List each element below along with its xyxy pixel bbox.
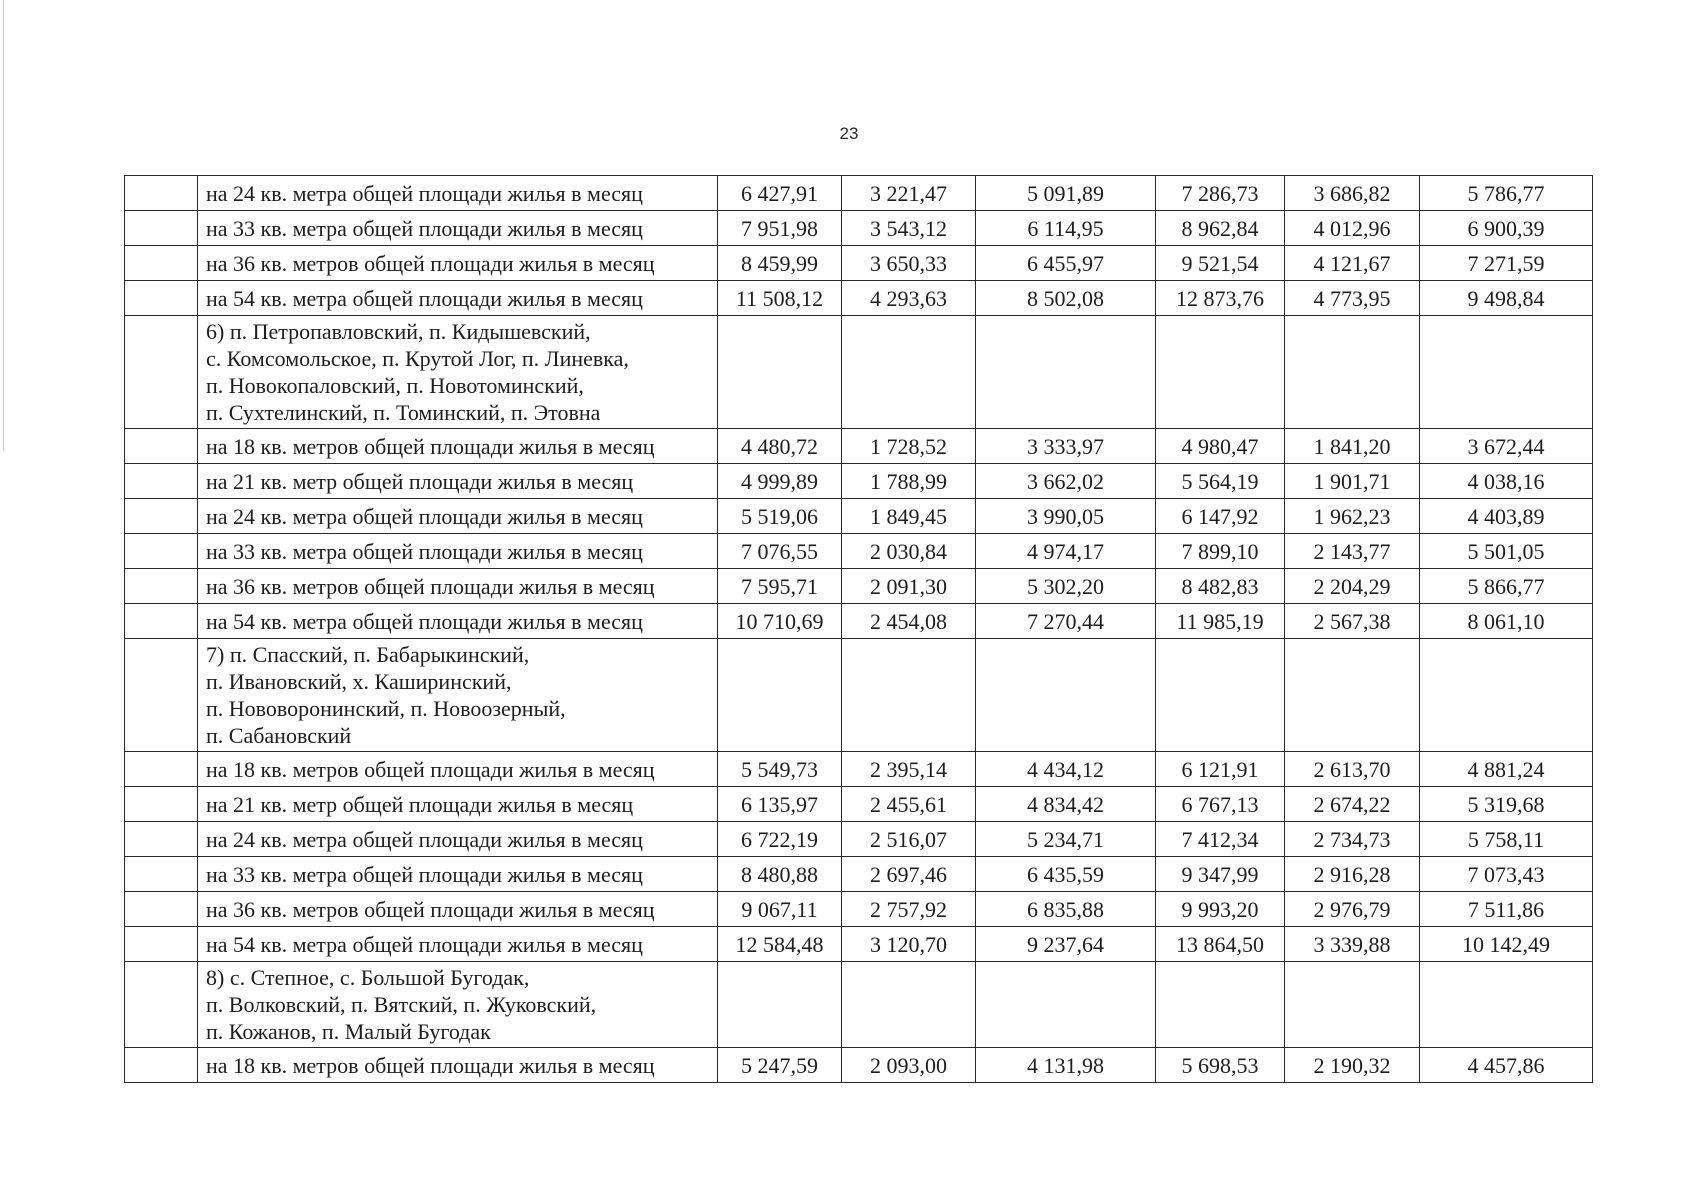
value-cell: 2 697,46 xyxy=(842,857,976,892)
group-header-row xyxy=(125,639,1593,752)
row-label: на 18 кв. метров общей площади жилья в месяц xyxy=(198,752,718,787)
value-cell: 7 595,71 xyxy=(718,569,842,604)
table-row xyxy=(125,822,1593,857)
value-cell: 9 521,54 xyxy=(1156,246,1285,281)
value-cell: 3 662,02 xyxy=(976,464,1156,499)
row-number-cell xyxy=(125,752,198,787)
value-cell: 13 864,50 xyxy=(1156,927,1285,962)
value-cell: 4 457,86 xyxy=(1420,1048,1593,1083)
value-cell: 9 237,64 xyxy=(976,927,1156,962)
row-label: на 36 кв. метров общей площади жилья в месяц xyxy=(198,892,718,927)
value-cell: 2 916,28 xyxy=(1285,857,1420,892)
value-cell xyxy=(1420,316,1593,429)
value-cell: 5 234,71 xyxy=(976,822,1156,857)
row-number-cell xyxy=(125,639,198,752)
row-number-cell xyxy=(125,569,198,604)
value-cell: 5 564,19 xyxy=(1156,464,1285,499)
group-header-row xyxy=(125,316,1593,429)
table-row xyxy=(125,604,1593,639)
row-number-cell xyxy=(125,499,198,534)
value-cell: 4 980,47 xyxy=(1156,429,1285,464)
row-label: на 54 кв. метра общей площади жилья в месяц xyxy=(198,927,718,962)
row-label: на 24 кв. метра общей площади жилья в месяц xyxy=(198,176,718,211)
value-cell xyxy=(842,962,976,1048)
row-number-cell xyxy=(125,927,198,962)
value-cell: 4 038,16 xyxy=(1420,464,1593,499)
value-cell: 5 247,59 xyxy=(718,1048,842,1083)
settlement-group-line: п. Кожанов, п. Малый Бугодак xyxy=(206,1019,491,1044)
value-cell: 2 757,92 xyxy=(842,892,976,927)
value-cell: 5 866,77 xyxy=(1420,569,1593,604)
value-cell: 4 131,98 xyxy=(976,1048,1156,1083)
table-body xyxy=(125,176,1593,1083)
value-cell: 7 073,43 xyxy=(1420,857,1593,892)
table-row xyxy=(125,787,1593,822)
row-number-cell xyxy=(125,429,198,464)
row-label: на 54 кв. метра общей площади жилья в месяц xyxy=(198,281,718,316)
value-cell xyxy=(718,962,842,1048)
value-cell: 3 339,88 xyxy=(1285,927,1420,962)
value-cell: 6 767,13 xyxy=(1156,787,1285,822)
table-row xyxy=(125,857,1593,892)
row-number-cell xyxy=(125,211,198,246)
table-row xyxy=(125,1048,1593,1083)
value-cell: 2 091,30 xyxy=(842,569,976,604)
row-label: на 18 кв. метров общей площади жилья в месяц xyxy=(198,429,718,464)
value-cell: 11 985,19 xyxy=(1156,604,1285,639)
row-label: на 33 кв. метра общей площади жилья в месяц xyxy=(198,534,718,569)
value-cell: 11 508,12 xyxy=(718,281,842,316)
table-row xyxy=(125,752,1593,787)
row-number-cell xyxy=(125,822,198,857)
value-cell: 4 121,67 xyxy=(1285,246,1420,281)
value-cell: 6 114,95 xyxy=(976,211,1156,246)
value-cell: 2 143,77 xyxy=(1285,534,1420,569)
value-cell: 5 758,11 xyxy=(1420,822,1593,857)
settlement-group-line: п. Сухтелинский, п. Томинский, п. Этовна xyxy=(206,400,601,425)
value-cell: 4 773,95 xyxy=(1285,281,1420,316)
value-cell: 6 722,19 xyxy=(718,822,842,857)
value-cell: 2 204,29 xyxy=(1285,569,1420,604)
value-cell: 2 976,79 xyxy=(1285,892,1420,927)
settlement-group-line: п. Ивановский, х. Каширинский, xyxy=(206,669,512,694)
settlement-group-cell xyxy=(198,316,718,429)
row-number-cell xyxy=(125,1048,198,1083)
value-cell: 8 459,99 xyxy=(718,246,842,281)
settlement-group-line: п. Волковский, п. Вятский, п. Жуковский, xyxy=(206,992,597,1017)
value-cell: 3 333,97 xyxy=(976,429,1156,464)
value-cell xyxy=(1156,639,1285,752)
value-cell xyxy=(1420,639,1593,752)
value-cell: 2 516,07 xyxy=(842,822,976,857)
settlement-group-line: п. Новокопаловский, п. Новотоминский, xyxy=(206,373,584,398)
row-label: на 18 кв. метров общей площади жилья в месяц xyxy=(198,1048,718,1083)
value-cell: 7 951,98 xyxy=(718,211,842,246)
group-header-row xyxy=(125,962,1593,1048)
value-cell: 6 435,59 xyxy=(976,857,1156,892)
row-label: на 21 кв. метр общей площади жилья в месяц xyxy=(198,787,718,822)
value-cell xyxy=(976,316,1156,429)
value-cell: 4 881,24 xyxy=(1420,752,1593,787)
value-cell: 1 841,20 xyxy=(1285,429,1420,464)
row-label: на 24 кв. метра общей площади жилья в месяц xyxy=(198,499,718,534)
value-cell xyxy=(1156,962,1285,1048)
value-cell: 3 672,44 xyxy=(1420,429,1593,464)
settlement-group-line: 7) п. Спасский, п. Бабарыкинский, xyxy=(206,642,530,667)
value-cell: 5 319,68 xyxy=(1420,787,1593,822)
row-number-cell xyxy=(125,176,198,211)
value-cell: 8 480,88 xyxy=(718,857,842,892)
value-cell: 2 455,61 xyxy=(842,787,976,822)
value-cell: 4 293,63 xyxy=(842,281,976,316)
value-cell: 3 686,82 xyxy=(1285,176,1420,211)
value-cell xyxy=(718,316,842,429)
settlement-group-line: п. Сабановский xyxy=(206,723,352,748)
row-label: на 36 кв. метров общей площади жилья в месяц xyxy=(198,569,718,604)
row-number-cell xyxy=(125,246,198,281)
value-cell: 8 502,08 xyxy=(976,281,1156,316)
table-row xyxy=(125,176,1593,211)
value-cell: 6 121,91 xyxy=(1156,752,1285,787)
row-label: на 21 кв. метр общей площади жилья в месяц xyxy=(198,464,718,499)
value-cell: 1 788,99 xyxy=(842,464,976,499)
table-row xyxy=(125,499,1593,534)
value-cell: 2 093,00 xyxy=(842,1048,976,1083)
row-number-cell xyxy=(125,534,198,569)
value-cell: 1 901,71 xyxy=(1285,464,1420,499)
value-cell: 9 347,99 xyxy=(1156,857,1285,892)
value-cell: 5 302,20 xyxy=(976,569,1156,604)
settlement-group-line: п. Нововоронинский, п. Новоозерный, xyxy=(206,696,566,721)
value-cell: 4 480,72 xyxy=(718,429,842,464)
value-cell: 6 900,39 xyxy=(1420,211,1593,246)
value-cell: 2 613,70 xyxy=(1285,752,1420,787)
row-number-cell xyxy=(125,281,198,316)
row-label: на 54 кв. метра общей площади жилья в месяц xyxy=(198,604,718,639)
value-cell xyxy=(1156,316,1285,429)
settlement-group-cell xyxy=(198,962,718,1048)
page-number: 23 xyxy=(839,124,859,143)
value-cell: 8 061,10 xyxy=(1420,604,1593,639)
value-cell: 4 434,12 xyxy=(976,752,1156,787)
value-cell: 9 498,84 xyxy=(1420,281,1593,316)
value-cell: 1 849,45 xyxy=(842,499,976,534)
settlement-group-line: с. Комсомольское, п. Крутой Лог, п. Линевка, xyxy=(206,346,629,371)
row-number-cell xyxy=(125,464,198,499)
tariff-table xyxy=(124,175,1593,1083)
value-cell: 2 190,32 xyxy=(1285,1048,1420,1083)
value-cell: 2 674,22 xyxy=(1285,787,1420,822)
value-cell: 3 990,05 xyxy=(976,499,1156,534)
value-cell: 1 962,23 xyxy=(1285,499,1420,534)
value-cell: 4 974,17 xyxy=(976,534,1156,569)
row-label: на 33 кв. метра общей площади жилья в месяц xyxy=(198,211,718,246)
value-cell: 5 091,89 xyxy=(976,176,1156,211)
value-cell: 7 511,86 xyxy=(1420,892,1593,927)
value-cell: 4 012,96 xyxy=(1285,211,1420,246)
table-row xyxy=(125,211,1593,246)
value-cell: 12 873,76 xyxy=(1156,281,1285,316)
value-cell: 7 270,44 xyxy=(976,604,1156,639)
value-cell: 7 899,10 xyxy=(1156,534,1285,569)
row-number-cell xyxy=(125,892,198,927)
value-cell xyxy=(976,639,1156,752)
table-row xyxy=(125,429,1593,464)
value-cell: 8 482,83 xyxy=(1156,569,1285,604)
scan-edge-line xyxy=(3,0,4,450)
value-cell: 2 454,08 xyxy=(842,604,976,639)
value-cell: 4 834,42 xyxy=(976,787,1156,822)
settlement-group-line: 6) п. Петропавловский, п. Кидышевский, xyxy=(206,319,591,344)
table-row xyxy=(125,892,1593,927)
value-cell xyxy=(1285,962,1420,1048)
value-cell: 7 412,34 xyxy=(1156,822,1285,857)
value-cell: 1 728,52 xyxy=(842,429,976,464)
table-row xyxy=(125,569,1593,604)
settlement-group-cell xyxy=(198,639,718,752)
row-number-cell xyxy=(125,962,198,1048)
value-cell: 3 543,12 xyxy=(842,211,976,246)
value-cell: 6 835,88 xyxy=(976,892,1156,927)
value-cell: 7 286,73 xyxy=(1156,176,1285,211)
row-number-cell xyxy=(125,857,198,892)
value-cell: 3 120,70 xyxy=(842,927,976,962)
value-cell xyxy=(1420,962,1593,1048)
value-cell: 5 698,53 xyxy=(1156,1048,1285,1083)
table-row xyxy=(125,246,1593,281)
value-cell: 8 962,84 xyxy=(1156,211,1285,246)
value-cell xyxy=(842,316,976,429)
row-label: на 36 кв. метров общей площади жилья в месяц xyxy=(198,246,718,281)
table-row xyxy=(125,534,1593,569)
value-cell: 9 993,20 xyxy=(1156,892,1285,927)
row-number-cell xyxy=(125,316,198,429)
value-cell: 4 403,89 xyxy=(1420,499,1593,534)
value-cell xyxy=(718,639,842,752)
value-cell: 2 734,73 xyxy=(1285,822,1420,857)
row-number-cell xyxy=(125,787,198,822)
value-cell xyxy=(842,639,976,752)
value-cell xyxy=(1285,316,1420,429)
value-cell: 3 221,47 xyxy=(842,176,976,211)
value-cell: 2 395,14 xyxy=(842,752,976,787)
value-cell: 6 455,97 xyxy=(976,246,1156,281)
value-cell: 5 786,77 xyxy=(1420,176,1593,211)
value-cell: 2 030,84 xyxy=(842,534,976,569)
value-cell xyxy=(1285,639,1420,752)
table-row xyxy=(125,927,1593,962)
row-number-cell xyxy=(125,604,198,639)
value-cell xyxy=(976,962,1156,1048)
value-cell: 6 147,92 xyxy=(1156,499,1285,534)
table-row xyxy=(125,281,1593,316)
row-label: на 24 кв. метра общей площади жилья в месяц xyxy=(198,822,718,857)
row-label: на 33 кв. метра общей площади жилья в месяц xyxy=(198,857,718,892)
value-cell: 3 650,33 xyxy=(842,246,976,281)
table-row xyxy=(125,464,1593,499)
value-cell: 6 135,97 xyxy=(718,787,842,822)
value-cell: 10 142,49 xyxy=(1420,927,1593,962)
value-cell: 7 271,59 xyxy=(1420,246,1593,281)
value-cell: 7 076,55 xyxy=(718,534,842,569)
value-cell: 12 584,48 xyxy=(718,927,842,962)
value-cell: 5 501,05 xyxy=(1420,534,1593,569)
value-cell: 5 519,06 xyxy=(718,499,842,534)
settlement-group-line: 8) с. Степное, с. Большой Бугодак, xyxy=(206,965,530,990)
value-cell: 2 567,38 xyxy=(1285,604,1420,639)
value-cell: 4 999,89 xyxy=(718,464,842,499)
value-cell: 6 427,91 xyxy=(718,176,842,211)
value-cell: 10 710,69 xyxy=(718,604,842,639)
value-cell: 5 549,73 xyxy=(718,752,842,787)
value-cell: 9 067,11 xyxy=(718,892,842,927)
